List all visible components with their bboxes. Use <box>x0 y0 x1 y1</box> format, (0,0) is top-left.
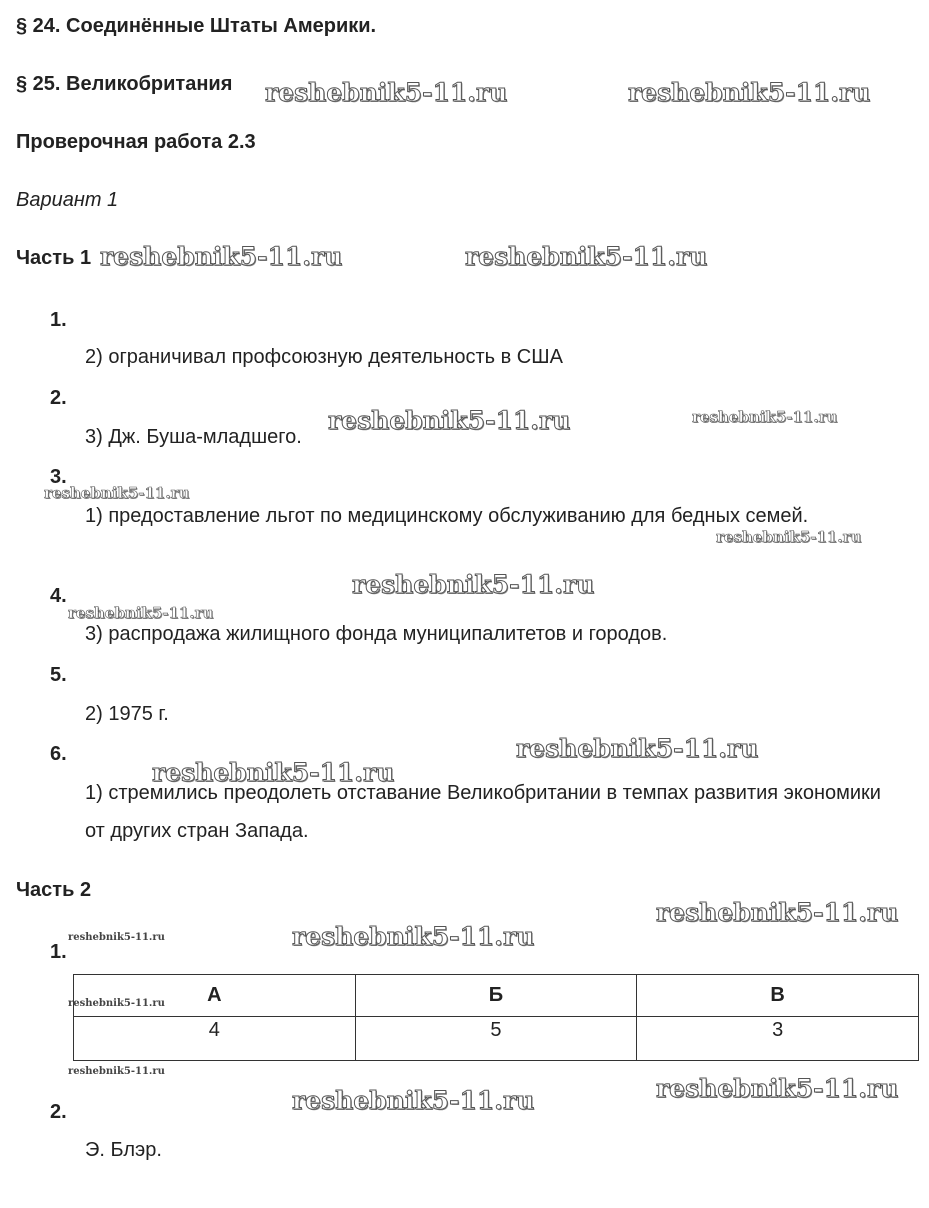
watermark: reshebnik5-11.ru <box>68 932 165 943</box>
test-title: Проверочная работа 2.3 <box>16 131 256 153</box>
watermark: reshebnik5-11.ru <box>716 528 862 546</box>
watermark: reshebnik5-11.ru <box>152 758 395 787</box>
table-header-cell: А <box>74 975 356 1017</box>
question-number: 2. <box>50 1101 67 1123</box>
watermark: reshebnik5-11.ru <box>68 1066 165 1077</box>
watermark: reshebnik5-11.ru <box>516 734 759 763</box>
table-header-row <box>74 975 919 1017</box>
watermark: reshebnik5-11.ru <box>100 242 343 271</box>
question-number: 5. <box>50 664 67 686</box>
part1-heading: Часть 1 <box>16 247 92 269</box>
question-number: 3. <box>50 466 67 488</box>
watermark: reshebnik5-11.ru <box>292 1086 535 1115</box>
answer-text: 2) ограничивал профсоюзную деятельность в США <box>85 346 563 368</box>
question-number: 1. <box>50 941 67 963</box>
watermark: reshebnik5-11.ru <box>292 922 535 951</box>
answer-text: 1) предоставление льгот по медицинскому обслуживанию для бедных семей. <box>85 505 809 527</box>
table-cell: 3 <box>637 1017 919 1061</box>
watermark: reshebnik5-11.ru <box>44 484 190 502</box>
section-24-heading: § 24. Соединённые Штаты Америки. <box>16 15 377 37</box>
watermark: reshebnik5-11.ru <box>692 408 838 426</box>
watermark: reshebnik5-11.ru <box>465 242 708 271</box>
part2-heading: Часть 2 <box>16 879 92 901</box>
watermark: reshebnik5-11.ru <box>265 78 508 107</box>
table-row <box>74 1017 919 1061</box>
watermark: reshebnik5-11.ru <box>352 570 595 599</box>
table-cell: 4 <box>74 1017 356 1061</box>
question-number: 2. <box>50 387 67 409</box>
table-header-cell: В <box>637 975 919 1017</box>
section-25-heading: § 25. Великобритания <box>16 73 233 95</box>
question-number: 4. <box>50 585 67 607</box>
answer-text: 3) распродажа жилищного фонда муниципалитетов и городов. <box>85 623 668 645</box>
table-header-cell: Б <box>355 975 637 1017</box>
answer-table <box>73 974 919 1061</box>
watermark: reshebnik5-11.ru <box>68 998 165 1009</box>
answer-text: 2) 1975 г. <box>85 703 169 725</box>
answer-text: Э. Блэр. <box>85 1139 162 1161</box>
answer-text: 3) Дж. Буша-младшего. <box>85 426 302 448</box>
variant-label: Вариант 1 <box>16 189 119 211</box>
table-cell: 5 <box>355 1017 637 1061</box>
question-number: 6. <box>50 743 67 765</box>
watermark: reshebnik5-11.ru <box>656 1074 899 1103</box>
watermark: reshebnik5-11.ru <box>628 78 871 107</box>
watermark: reshebnik5-11.ru <box>68 604 214 622</box>
watermark: reshebnik5-11.ru <box>328 406 571 435</box>
answer-text: 1) стремились преодолеть отставание Великобритании в темпах развития экономики от других стран Запада. <box>85 782 881 842</box>
question-number: 1. <box>50 309 67 331</box>
watermark: reshebnik5-11.ru <box>656 898 899 927</box>
